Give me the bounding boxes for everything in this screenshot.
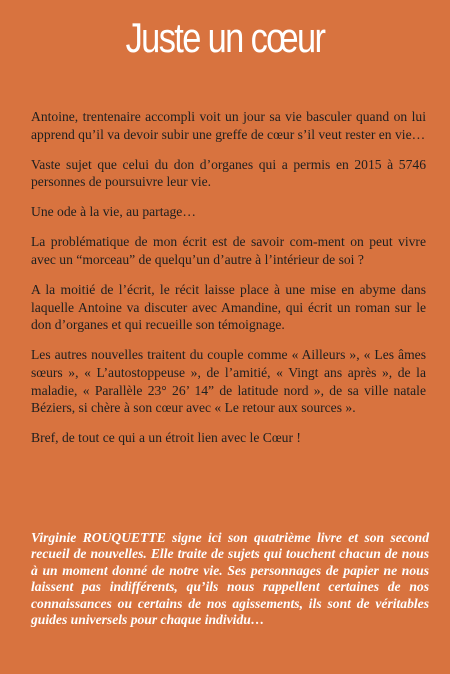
- synopsis-paragraph: Les autres nouvelles traitent du couple comme « Ailleurs », « Les âmes sœurs », « L’autostoppeuse », de l’amitié, « Vingt ans après », de la maladie, « Parallèle 23° 26’ 14” de latitude nord », de sa ville natale Béziers, si chère à son cœur avec « Le retour aux sources ».: [31, 347, 426, 416]
- author-bio: Virginie ROUQUETTE signe ici son quatrième livre et son second recueil de nouvelles. Elle traite de sujets qui touchent chacun de nous à un moment donné de notre vie. Ses personnages de papier ne nous laissent pas indifférents, qu’ils nous rappellent certaines de nos connaissances ou certains de nos agissements, ils sont de véritables guides universels pour chaque individu…: [31, 530, 429, 628]
- synopsis-paragraph: A la moitié de l’écrit, le récit laisse place à une mise en abyme dans laquelle Antoine va discuter avec Amandine, qui écrit un roman sur le don d’organes et qui recueille son témoignage.: [31, 282, 426, 333]
- synopsis-paragraph: Antoine, trentenaire accompli voit un jour sa vie basculer quand on lui apprend qu’il va devoir subir une greffe de cœur s’il veut rester en vie…: [31, 109, 426, 142]
- synopsis-paragraph: Vaste sujet que celui du don d’organes qui a permis en 2015 à 5746 personnes de poursuivre leur vie.: [31, 156, 426, 190]
- synopsis-paragraph: Bref, de tout ce qui a un étroit lien avec le Cœur !: [31, 430, 301, 446]
- book-title: Juste un cœur: [125, 14, 325, 61]
- synopsis-paragraph: Une ode à la vie, au partage…: [31, 204, 196, 220]
- synopsis: [31, 108, 426, 459]
- synopsis-paragraph: La problématique de mon écrit est de savoir com-ment on peut vivre avec un “morceau” de quelqu’un d’autre à l’intérieur de soi ?: [31, 234, 426, 268]
